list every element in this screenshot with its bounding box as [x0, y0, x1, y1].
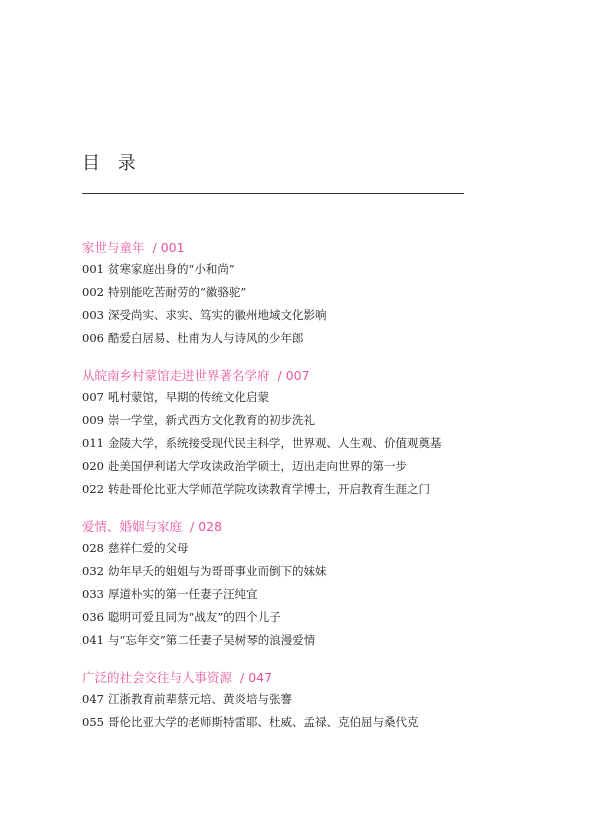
section-page-number: / 047 — [240, 670, 273, 685]
entry-title: 聪明可爱且同为“战友”的四个儿子 — [107, 610, 281, 624]
entry-title: 深受尚实、求实、笃实的徽州地域文化影响 — [107, 308, 327, 322]
toc-section — [82, 238, 542, 350]
toc-entry[interactable] — [82, 629, 542, 652]
entry-title: 吼村蒙馆，早期的传统文化启蒙 — [107, 390, 269, 404]
toc-section — [82, 668, 542, 734]
toc-section — [82, 366, 542, 501]
entry-title: 金陵大学，系统接受现代民主科学，世界观、人生观、价值观奠基 — [107, 436, 442, 450]
entry-page-number: 011 — [82, 436, 104, 450]
entry-page-number: 028 — [82, 541, 104, 555]
section-heading[interactable] — [82, 668, 542, 688]
entry-page-number: 036 — [82, 610, 104, 624]
toc-entry[interactable] — [82, 258, 542, 281]
toc-entry[interactable] — [82, 386, 542, 409]
entry-title: 厚道朴实的第一任妻子汪纯宜 — [107, 587, 258, 601]
title-divider — [82, 193, 464, 194]
entry-title: 贫寒家庭出身的“小和尚” — [107, 262, 235, 276]
entry-page-number: 033 — [82, 587, 104, 601]
entry-page-number: 032 — [82, 564, 104, 578]
toc-entry[interactable] — [82, 281, 542, 304]
entry-page-number: 009 — [82, 413, 104, 427]
toc-section — [82, 517, 542, 652]
toc-entry[interactable] — [82, 455, 542, 478]
section-heading[interactable] — [82, 517, 542, 537]
entry-page-number: 022 — [82, 482, 104, 496]
toc-entry[interactable] — [82, 688, 542, 711]
entry-page-number: 007 — [82, 390, 104, 404]
page-title: 目 录 — [82, 153, 142, 174]
toc-entry[interactable] — [82, 711, 542, 734]
toc-entry[interactable] — [82, 478, 542, 501]
toc-entry[interactable] — [82, 560, 542, 583]
entry-title: 酷爱白居易、杜甫为人与诗风的少年郎 — [107, 331, 304, 345]
entry-page-number: 001 — [82, 262, 104, 276]
entry-page-number: 006 — [82, 331, 104, 345]
section-heading[interactable] — [82, 366, 542, 386]
entry-title: 转赴哥伦比亚大学师范学院攻读教育学博士，开启教育生涯之门 — [107, 482, 430, 496]
table-of-contents — [82, 238, 542, 734]
entry-title: 哥伦比亚大学的老师斯特雷耶、杜威、孟禄、克伯屈与桑代克 — [107, 715, 419, 729]
toc-entry[interactable] — [82, 537, 542, 560]
toc-entry[interactable] — [82, 409, 542, 432]
entry-title: 赴美国伊利诺大学攻读政治学硕士，迈出走向世界的第一步 — [107, 459, 407, 473]
entry-title: 特别能吃苦耐劳的“徽骆驼” — [107, 285, 247, 299]
entry-page-number: 020 — [82, 459, 104, 473]
section-page-number: / 007 — [277, 368, 310, 383]
entry-page-number: 041 — [82, 633, 104, 647]
entry-title: 慈祥仁爱的父母 — [107, 541, 189, 555]
section-page-number: / 028 — [190, 519, 223, 534]
toc-entry[interactable] — [82, 327, 542, 350]
toc-entry[interactable] — [82, 606, 542, 629]
section-page-number: / 001 — [152, 240, 185, 255]
entry-page-number: 047 — [82, 692, 104, 706]
toc-entry[interactable] — [82, 583, 542, 606]
section-heading-text: 爱情、婚姻与家庭 — [82, 519, 183, 534]
entry-page-number: 055 — [82, 715, 104, 729]
section-heading-text: 广泛的社会交往与人事资源 — [82, 670, 233, 685]
section-heading-text: 从皖南乡村蒙馆走进世界著名学府 — [82, 368, 270, 383]
section-heading[interactable] — [82, 238, 542, 258]
section-heading-text: 家世与童年 — [82, 240, 145, 255]
entry-page-number: 002 — [82, 285, 104, 299]
entry-title: 与“忘年交”第二任妻子吴树琴的浪漫爱情 — [107, 633, 316, 647]
entry-title: 崇一学堂，新式西方文化教育的初步洗礼 — [107, 413, 315, 427]
toc-entry[interactable] — [82, 304, 542, 327]
entry-page-number: 003 — [82, 308, 104, 322]
toc-entry[interactable] — [82, 432, 542, 455]
entry-title: 幼年早夭的姐姐与为哥哥事业而倒下的妹妹 — [107, 564, 327, 578]
entry-title: 江浙教育前辈蔡元培、黄炎培与张謇 — [107, 692, 292, 706]
